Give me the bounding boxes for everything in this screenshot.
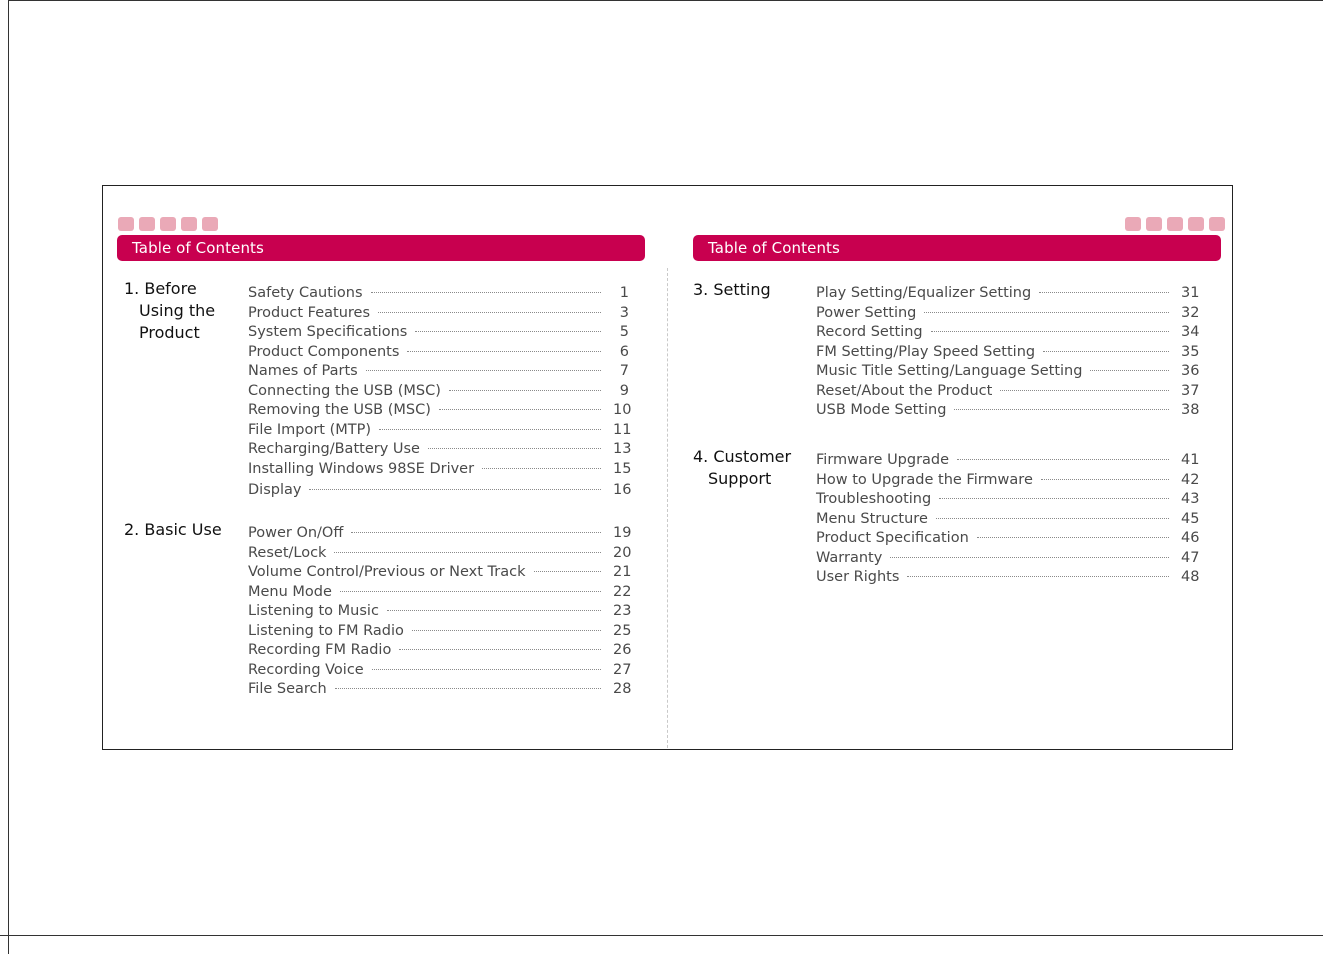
toc-entry[interactable]: [248, 641, 632, 659]
dot-leader: [407, 351, 601, 352]
crop-mark-top: [8, 0, 1323, 1]
toc-entry[interactable]: [816, 284, 1200, 302]
toc-entry-page: 15: [613, 460, 632, 477]
toc-entry-label: Troubleshooting: [816, 491, 932, 507]
toc-entry-label: Play Setting/Equalizer Setting: [816, 285, 1032, 301]
toc-entry[interactable]: [248, 304, 629, 322]
square-marker: [160, 217, 176, 231]
toc-entry-label: Safety Cautions: [248, 285, 363, 301]
section-title-line: 3. Setting: [693, 280, 771, 299]
toc-entry-label: Recharging/Battery Use: [248, 441, 420, 457]
toc-entry[interactable]: [248, 602, 632, 620]
toc-entry-page: 5: [619, 324, 629, 340]
section-title-before-using: [124, 278, 215, 344]
toc-entry-page: 25: [613, 622, 632, 639]
toc-entry-label: Product Components: [248, 343, 400, 360]
toc-entry-page: 9: [619, 382, 629, 399]
square-marker: [181, 217, 197, 231]
toc-entry-page: 13: [613, 441, 632, 457]
square-marker: [1146, 217, 1162, 231]
toc-entry[interactable]: [248, 440, 632, 458]
dot-leader: [378, 312, 601, 313]
dot-leader: [340, 591, 601, 592]
toc-entry-label: System Specifications: [248, 324, 408, 340]
square-marker: [1125, 217, 1141, 231]
dot-leader: [977, 537, 1169, 538]
dot-leader: [449, 390, 601, 391]
dot-leader: [482, 468, 601, 469]
section-title-line: 4. Customer: [693, 447, 792, 466]
toc-entry[interactable]: [248, 460, 632, 478]
toc-entry[interactable]: [816, 382, 1200, 400]
toc-entry-label: Firmware Upgrade: [816, 452, 950, 468]
dot-leader: [415, 331, 601, 332]
dot-leader: [1043, 351, 1169, 352]
section-title-basic-use: [124, 519, 222, 541]
toc-entry[interactable]: [248, 680, 632, 698]
square-marker: [202, 217, 218, 231]
toc-entry[interactable]: [248, 583, 632, 601]
toc-entry-page: 34: [1181, 324, 1200, 340]
toc-entry[interactable]: [248, 563, 632, 581]
square-marker: [1209, 217, 1225, 231]
toc-entry-label: File Import (MTP): [248, 421, 372, 438]
dot-leader: [387, 610, 601, 611]
toc-entry-page: 37: [1181, 382, 1200, 399]
toc-entry[interactable]: [816, 451, 1200, 469]
square-marker: [1188, 217, 1204, 231]
toc-entry-label: Power Setting: [816, 304, 917, 321]
dot-leader: [957, 459, 1169, 460]
toc-entry[interactable]: [248, 661, 632, 679]
dot-leader: [372, 669, 601, 670]
dot-leader: [907, 576, 1169, 577]
toc-entry-page: 27: [613, 661, 632, 678]
toc-entry[interactable]: [816, 323, 1200, 341]
toc-entry[interactable]: [248, 524, 632, 542]
section-title-line: 2. Basic Use: [124, 520, 222, 539]
toc-entry-page: 31: [1181, 285, 1200, 301]
toc-entry-label: Listening to Music: [248, 603, 379, 619]
toc-entry[interactable]: [248, 421, 632, 439]
toc-entry-label: How to Upgrade the Firmware: [816, 471, 1033, 488]
toc-entry-page: 35: [1181, 343, 1200, 360]
toc-entry-page: 11: [613, 421, 632, 438]
toc-entry-page: 3: [619, 304, 629, 321]
toc-entry-page: 23: [613, 603, 632, 619]
toc-entry[interactable]: [816, 510, 1200, 528]
toc-entry-page: 20: [613, 544, 632, 561]
column-divider: [667, 268, 668, 748]
toc-entry[interactable]: [248, 284, 629, 302]
toc-entry-label: Listening to FM Radio: [248, 622, 404, 639]
toc-entry-page: 7: [619, 363, 629, 379]
toc-entry[interactable]: [816, 362, 1200, 380]
dot-leader: [439, 409, 601, 410]
square-marker: [139, 217, 155, 231]
dot-leader: [371, 292, 601, 293]
section-title-line: Product: [139, 323, 200, 342]
toc-entry-page: 45: [1181, 510, 1200, 527]
toc-entry-label: FM Setting/Play Speed Setting: [816, 343, 1036, 360]
toc-entry-label: Removing the USB (MSC): [248, 402, 431, 418]
dot-leader: [366, 370, 601, 371]
dot-leader: [890, 557, 1169, 558]
toc-entry-page: 19: [613, 525, 632, 541]
toc-entry-label: Music Title Setting/Language Setting: [816, 363, 1083, 379]
toc-entry-label: Power On/Off: [248, 525, 344, 541]
toc-entry[interactable]: [816, 343, 1200, 361]
dot-leader: [1039, 292, 1169, 293]
toc-entry[interactable]: [816, 401, 1200, 419]
section-title-line: Support: [708, 469, 772, 488]
toc-entry-page: 22: [613, 583, 632, 600]
toc-entry-label: Recording FM Radio: [248, 642, 392, 658]
toc-entry[interactable]: [816, 568, 1200, 586]
toc-entry[interactable]: [248, 401, 632, 419]
toc-entry[interactable]: [248, 622, 632, 640]
toc-entry-label: USB Mode Setting: [816, 402, 947, 418]
toc-entry-label: Record Setting: [816, 324, 923, 340]
section-title-setting: [693, 279, 771, 301]
toc-entry-label: User Rights: [816, 569, 900, 585]
dot-leader: [1041, 479, 1169, 480]
toc-entry-page: 21: [613, 564, 632, 580]
toc-entry-label: Connecting the USB (MSC): [248, 382, 441, 399]
dot-leader: [309, 489, 601, 490]
toc-entry-label: Reset/About the Product: [816, 382, 993, 399]
toc-entry-page: 42: [1181, 471, 1200, 488]
toc-entry-label: Recording Voice: [248, 661, 364, 678]
toc-entry-label: Reset/Lock: [248, 544, 327, 561]
toc-header-left: Table of Contents: [117, 235, 645, 261]
toc-entry[interactable]: [816, 471, 1200, 489]
toc-entry-page: 47: [1181, 549, 1200, 566]
toc-entry-page: 16: [613, 482, 632, 498]
dot-leader: [534, 571, 602, 572]
dot-leader: [924, 312, 1169, 313]
toc-entry-page: 1: [619, 285, 629, 301]
toc-entry-page: 46: [1181, 530, 1200, 546]
dot-leader: [939, 498, 1169, 499]
toc-entry-label: Product Specification: [816, 530, 969, 546]
square-marker: [1167, 217, 1183, 231]
toc-entry[interactable]: [248, 343, 629, 361]
toc-entry-label: File Search: [248, 681, 327, 697]
toc-entry-label: Volume Control/Previous or Next Track: [248, 564, 526, 580]
toc-entry-page: 48: [1181, 569, 1200, 585]
dot-leader: [1000, 390, 1169, 391]
crop-mark-left: [8, 0, 9, 954]
toc-header-right: Table of Contents: [693, 235, 1221, 261]
toc-entry[interactable]: [248, 323, 629, 341]
dot-leader: [931, 331, 1169, 332]
toc-entry-page: 43: [1181, 491, 1200, 507]
toc-entry-label: Installing Windows 98SE Driver: [248, 460, 475, 477]
dot-leader: [379, 429, 601, 430]
dot-leader: [399, 649, 601, 650]
section-title-line: 1. Before: [124, 279, 197, 298]
toc-entry[interactable]: [248, 481, 632, 499]
dot-leader: [334, 552, 601, 553]
toc-entry[interactable]: [816, 529, 1200, 547]
toc-entry-label: Menu Mode: [248, 583, 332, 600]
dot-leader: [954, 409, 1169, 410]
toc-entry-page: 38: [1181, 402, 1200, 418]
dot-leader: [1090, 370, 1169, 371]
section-title-line: Using the: [139, 301, 216, 320]
toc-entry-page: 6: [619, 343, 629, 360]
toc-entry[interactable]: [248, 382, 629, 400]
toc-entry-page: 26: [613, 642, 632, 658]
decorative-squares-right: [1125, 217, 1225, 231]
toc-entry-label: Names of Parts: [248, 363, 358, 379]
toc-entry-page: 28: [613, 681, 632, 697]
dot-leader: [351, 532, 601, 533]
square-marker: [118, 217, 134, 231]
dot-leader: [412, 630, 601, 631]
section-title-customer-support: [693, 446, 791, 490]
toc-entry[interactable]: [816, 549, 1200, 567]
toc-entry-label: Display: [248, 482, 302, 498]
toc-entry[interactable]: [816, 304, 1200, 322]
toc-entry-label: Menu Structure: [816, 510, 928, 527]
toc-entry-label: Warranty: [816, 549, 883, 566]
toc-entry-page: 41: [1181, 452, 1200, 468]
toc-entry-label: Product Features: [248, 304, 371, 321]
decorative-squares-left: [118, 217, 218, 231]
crop-mark-bottom: [0, 935, 1323, 936]
toc-entry-page: 10: [613, 402, 632, 418]
toc-entry-page: 36: [1181, 363, 1200, 379]
toc-entry-page: 32: [1181, 304, 1200, 321]
dot-leader: [428, 448, 601, 449]
toc-entry[interactable]: [248, 544, 632, 562]
dot-leader: [335, 688, 601, 689]
dot-leader: [936, 518, 1169, 519]
toc-entry[interactable]: [816, 490, 1200, 508]
toc-entry[interactable]: [248, 362, 629, 380]
